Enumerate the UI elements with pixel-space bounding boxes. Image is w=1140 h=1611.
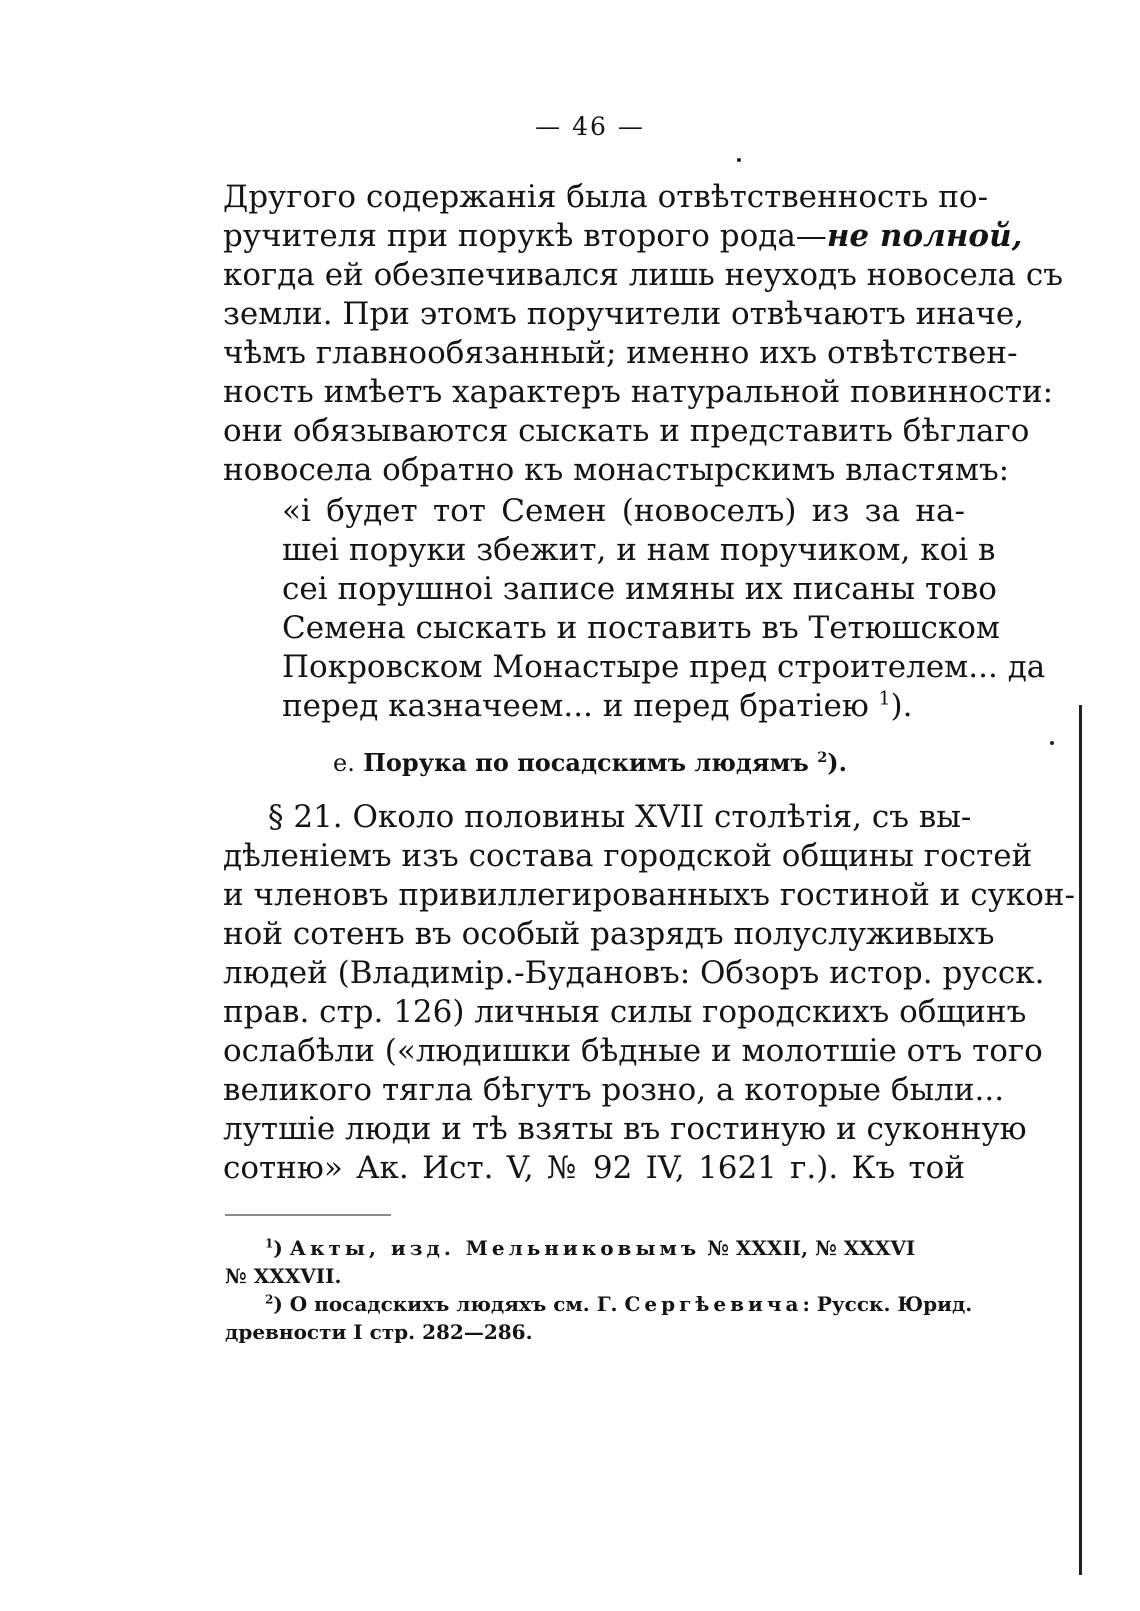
quote-line: перед казначеем... и перед братіею $^1$). xyxy=(282,688,913,724)
text-line: ность имѣетъ характеръ натуральной повинности: xyxy=(223,374,1054,410)
text-line: ной сотенъ въ особый разрядъ полуслуживыхъ xyxy=(223,916,995,952)
text-line: ослабѣли («людишки бѣдные и молотшіе отъ того xyxy=(223,1033,1043,1069)
heading-title: Порука по посадскимъ людямъ xyxy=(363,748,809,777)
text-line: прав. стр. 126) личныя силы городскихъ общинъ xyxy=(223,994,1027,1030)
quotation-block xyxy=(282,492,1046,726)
section-heading: е. Порука по посадскимъ людямъ $^2$). xyxy=(333,748,847,777)
text-line: ручителя при порукѣ второго рода—не полной, xyxy=(223,218,1023,254)
page-edge-scan-line xyxy=(1079,705,1082,1575)
quote-line: Семена сыскать и поставить въ Тетюшском xyxy=(282,610,1001,646)
text-line: и членовъ привиллегированныхъ гостиной и сукон- xyxy=(223,877,1076,913)
footnote-2: $^2$) О посадскихъ людяхъ см. Г. Сергѣевича: Русск. Юрид. xyxy=(265,1292,973,1316)
quote-line: сеі порушноі записе имяны их писаны тово xyxy=(282,571,997,607)
text-line: дѣленіемъ изъ состава городской общины гостей xyxy=(223,838,1033,874)
quote-line: Покровском Монастыре пред строителем... да xyxy=(282,649,1046,685)
emphasis-not-full: не полной, xyxy=(826,218,1023,254)
footnote-ref-1: 1 xyxy=(878,688,891,710)
footnote-ref-2: 2 xyxy=(817,749,828,766)
text-line: людей (Владимір.-Будановъ: Обзоръ истор. русск. xyxy=(223,955,1045,991)
text-line: они обязываются сыскать и представить бѣглаго xyxy=(223,413,1030,449)
text-line: лутшіе люди и тѣ взяты въ гостиную и суконную xyxy=(223,1111,1027,1147)
footnotes xyxy=(225,1234,973,1346)
text-line: новосела обратно къ монастырскимъ властямъ: xyxy=(223,452,1010,488)
paragraph-surety-responsibility xyxy=(223,178,1063,490)
text-line: сотню» Ак. Ист. V, № 92 IV, 1621 г.). Къ той xyxy=(223,1150,965,1186)
text-line: § 21. Около половины XVII столѣтія, съ вы- xyxy=(268,799,972,835)
text-line: земли. При этомъ поручители отвѣчаютъ иначе, xyxy=(223,296,1025,332)
text-line: Другого содержанія была отвѣтственность по- xyxy=(223,179,989,215)
footnote-1-cont: № XXXVII. xyxy=(225,1264,342,1288)
scan-speck xyxy=(737,158,741,162)
text-line: великого тягла бѣгутъ розно, а которые были... xyxy=(223,1072,1005,1108)
footnote-divider xyxy=(225,1214,391,1216)
paragraph-section-21 xyxy=(223,798,1076,1188)
quote-line: шеі поруки збежит, и нам поручиком, коі в xyxy=(282,532,996,568)
quote-line: «і будет тот Семен (новоселъ) из за на- xyxy=(282,493,965,529)
footnote-2-cont: древности I стр. 282—286. xyxy=(225,1320,533,1344)
page-number: — 46 — xyxy=(535,112,645,141)
footnote-1: $^1$) Акты, изд. Мельниковымъ № XXXII, № XXXVI xyxy=(265,1236,916,1260)
text-line: чѣмъ главнообязанный; именно ихъ отвѣтствен- xyxy=(223,335,1018,371)
text-line: когда ей обезпечивался лишь неуходъ новосела съ xyxy=(223,257,1063,293)
scan-speck xyxy=(1050,741,1054,745)
heading-letter: е. xyxy=(333,749,355,777)
